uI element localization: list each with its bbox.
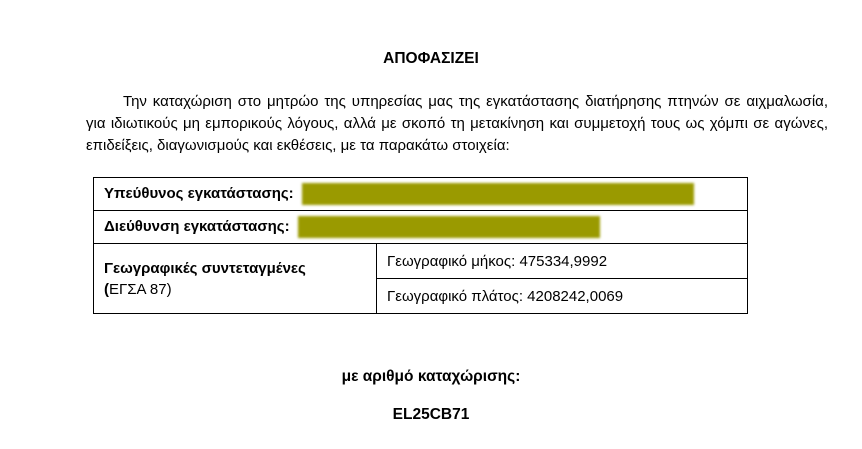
address-cell bbox=[94, 211, 748, 244]
facility-info-table bbox=[93, 177, 748, 314]
coordinates-system: ΕΓΣΑ 87) bbox=[109, 280, 172, 298]
address-label: Διεύθυνση εγκατάστασης: bbox=[104, 217, 290, 235]
registration-label: με αριθμό καταχώρισης: bbox=[341, 368, 521, 385]
coordinates-paren: ( bbox=[104, 280, 109, 298]
address-redaction bbox=[298, 216, 600, 238]
coordinates-label-cell bbox=[94, 244, 377, 314]
owner-cell bbox=[94, 178, 748, 211]
owner-label: Υπεύθυνος εγκατάστασης: bbox=[104, 184, 294, 202]
registration-number: EL25CB71 bbox=[392, 406, 470, 423]
longitude-cell: Γεωγραφικό μήκος: 475334,9992 bbox=[377, 244, 748, 279]
address-row bbox=[94, 211, 748, 244]
decision-title: ΑΠΟΦΑΣΙΖΕΙ bbox=[383, 50, 479, 67]
owner-row bbox=[94, 178, 748, 211]
latitude-cell: Γεωγραφικό πλάτος: 4208242,0069 bbox=[377, 279, 748, 314]
coordinates-label: Γεωγραφικές συντεταγμένες bbox=[104, 259, 306, 277]
longitude-row bbox=[94, 244, 748, 279]
decision-paragraph: Την καταχώριση στο μητρώο της υπηρεσίας μας της εγκατάστασης διατήρησης πτηνών σε αιχμαλωσία, για ιδιωτικούς μη εμπορικούς λόγους, αλλά με σκοπό τη μετακίνηση και συμμετοχή τους ως χόμπι σε αγώνες, επιδείξεις, διαγωνισμούς και εκθέσεις, με τα παρακάτω στοιχεία: bbox=[86, 93, 828, 154]
owner-redaction bbox=[302, 183, 694, 205]
